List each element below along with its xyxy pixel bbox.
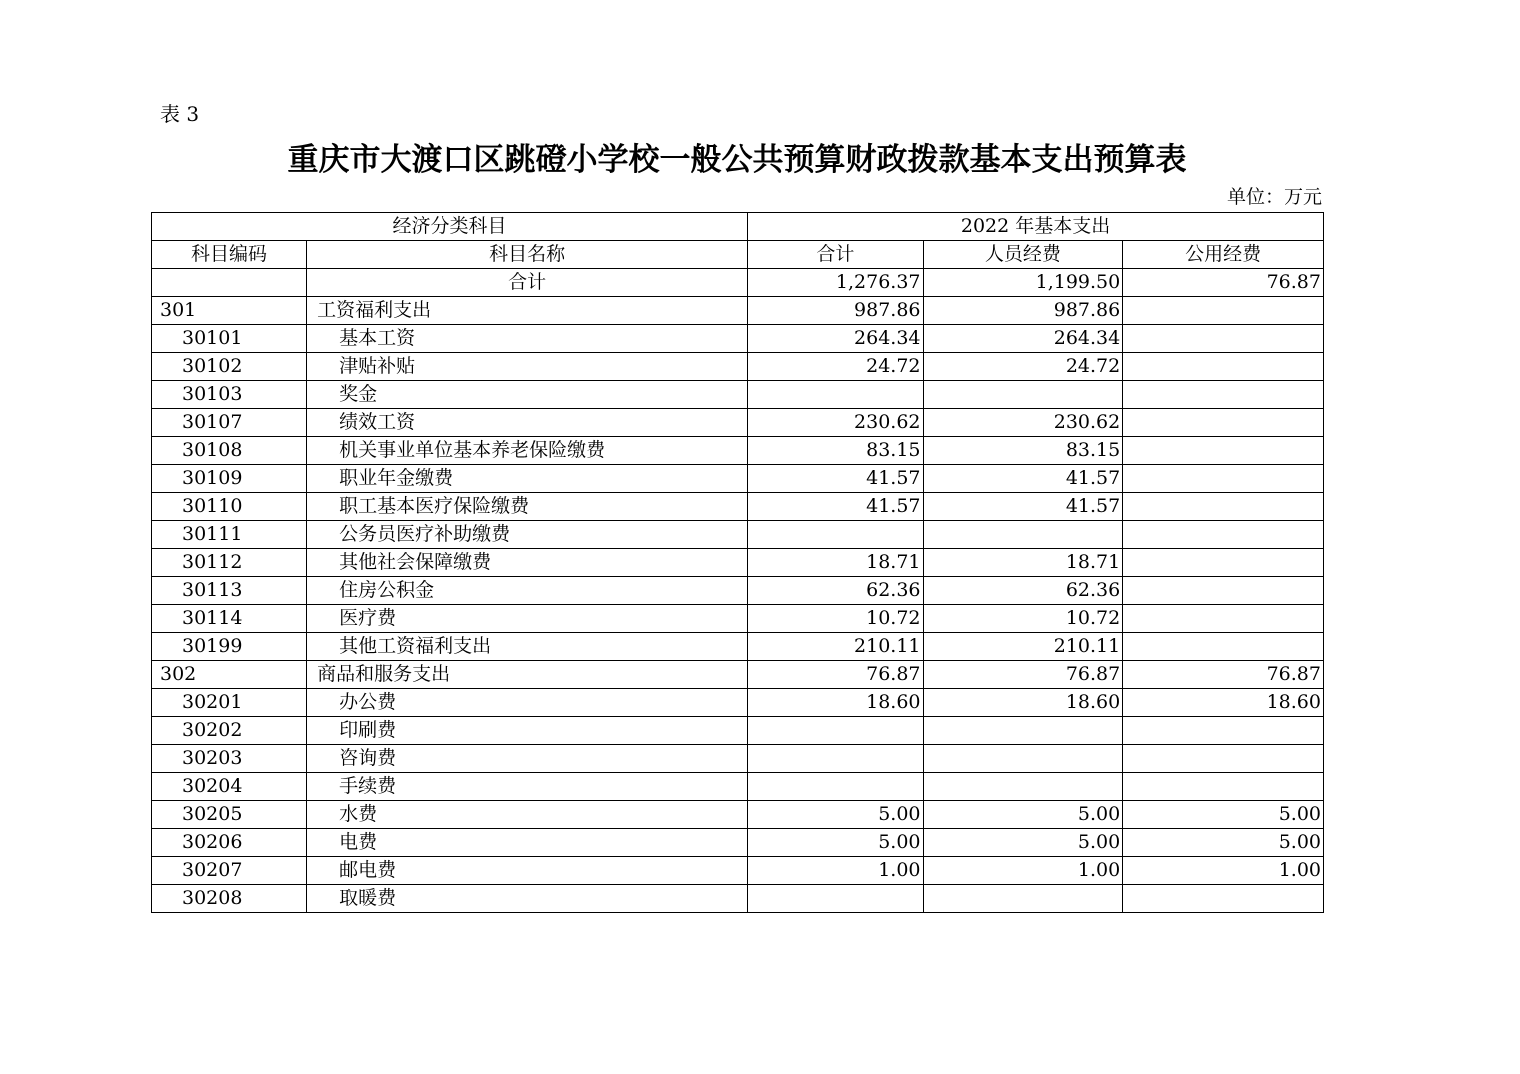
- cell-name: 合计: [307, 269, 748, 297]
- cell-personnel: [923, 745, 1123, 773]
- cell-public: [1123, 885, 1324, 913]
- cell-public: [1123, 549, 1324, 577]
- cell-code: 30101: [152, 325, 307, 353]
- cell-name: 商品和服务支出: [307, 661, 748, 689]
- cell-code: 30206: [152, 829, 307, 857]
- cell-code: 30207: [152, 857, 307, 885]
- cell-total: 1.00: [748, 857, 923, 885]
- cell-public: 5.00: [1123, 801, 1324, 829]
- cell-public: 18.60: [1123, 689, 1324, 717]
- cell-name: 水费: [307, 801, 748, 829]
- table-row: [152, 801, 1324, 829]
- cell-personnel: 83.15: [923, 437, 1123, 465]
- table-row: [152, 465, 1324, 493]
- cell-total: 5.00: [748, 801, 923, 829]
- cell-code: [152, 269, 307, 297]
- cell-personnel: 18.60: [923, 689, 1123, 717]
- cell-public: [1123, 381, 1324, 409]
- cell-code: 30107: [152, 409, 307, 437]
- cell-total: 76.87: [748, 661, 923, 689]
- table-row: [152, 297, 1324, 325]
- cell-name: 咨询费: [307, 745, 748, 773]
- cell-personnel: 210.11: [923, 633, 1123, 661]
- cell-name: 基本工资: [307, 325, 748, 353]
- cell-personnel: 1,199.50: [923, 269, 1123, 297]
- cell-public: [1123, 353, 1324, 381]
- cell-personnel: 62.36: [923, 577, 1123, 605]
- cell-total: [748, 745, 923, 773]
- cell-personnel: 41.57: [923, 465, 1123, 493]
- header-basic-expenditure: 2022 年基本支出: [748, 213, 1324, 241]
- cell-code: 30202: [152, 717, 307, 745]
- table-row: [152, 381, 1324, 409]
- cell-name: 取暖费: [307, 885, 748, 913]
- cell-public: [1123, 633, 1324, 661]
- cell-personnel: 987.86: [923, 297, 1123, 325]
- cell-total: 210.11: [748, 633, 923, 661]
- cell-public: 76.87: [1123, 269, 1324, 297]
- cell-code: 30108: [152, 437, 307, 465]
- table-row: [152, 353, 1324, 381]
- cell-public: [1123, 521, 1324, 549]
- header-total: 合计: [748, 241, 923, 269]
- header-public: 公用经费: [1123, 241, 1324, 269]
- cell-total: 41.57: [748, 465, 923, 493]
- cell-code: 30102: [152, 353, 307, 381]
- cell-public: [1123, 465, 1324, 493]
- cell-total: 1,276.37: [748, 269, 923, 297]
- cell-public: [1123, 409, 1324, 437]
- cell-personnel: 76.87: [923, 661, 1123, 689]
- budget-table: [151, 212, 1324, 913]
- cell-public: [1123, 325, 1324, 353]
- cell-personnel: 230.62: [923, 409, 1123, 437]
- table-row: [152, 745, 1324, 773]
- cell-name: 其他社会保障缴费: [307, 549, 748, 577]
- header-personnel: 人员经费: [923, 241, 1123, 269]
- cell-code: 30203: [152, 745, 307, 773]
- cell-total: 264.34: [748, 325, 923, 353]
- cell-personnel: 10.72: [923, 605, 1123, 633]
- cell-code: 30109: [152, 465, 307, 493]
- cell-name: 机关事业单位基本养老保险缴费: [307, 437, 748, 465]
- cell-personnel: [923, 773, 1123, 801]
- cell-total: [748, 773, 923, 801]
- cell-public: 76.87: [1123, 661, 1324, 689]
- cell-personnel: [923, 521, 1123, 549]
- table-row: [152, 577, 1324, 605]
- cell-total: 18.71: [748, 549, 923, 577]
- cell-code: 30208: [152, 885, 307, 913]
- page-title: 重庆市大渡口区跳磴小学校一般公共预算财政拨款基本支出预算表: [287, 142, 1187, 178]
- cell-name: 印刷费: [307, 717, 748, 745]
- table-row: [152, 549, 1324, 577]
- table-row: [152, 633, 1324, 661]
- cell-total: [748, 521, 923, 549]
- cell-public: 5.00: [1123, 829, 1324, 857]
- cell-code: 30110: [152, 493, 307, 521]
- cell-personnel: [923, 717, 1123, 745]
- cell-total: 987.86: [748, 297, 923, 325]
- cell-name: 津贴补贴: [307, 353, 748, 381]
- table-row: [152, 269, 1324, 297]
- cell-name: 公务员医疗补助缴费: [307, 521, 748, 549]
- cell-personnel: 5.00: [923, 829, 1123, 857]
- cell-code: 302: [152, 661, 307, 689]
- header-row-columns: [152, 241, 1324, 269]
- cell-name: 手续费: [307, 773, 748, 801]
- cell-public: 1.00: [1123, 857, 1324, 885]
- cell-code: 30205: [152, 801, 307, 829]
- cell-public: [1123, 437, 1324, 465]
- cell-code: 30103: [152, 381, 307, 409]
- table-row: [152, 885, 1324, 913]
- cell-personnel: 1.00: [923, 857, 1123, 885]
- table-row: [152, 437, 1324, 465]
- cell-total: 10.72: [748, 605, 923, 633]
- cell-name: 电费: [307, 829, 748, 857]
- cell-name: 工资福利支出: [307, 297, 748, 325]
- cell-name: 绩效工资: [307, 409, 748, 437]
- cell-name: 奖金: [307, 381, 748, 409]
- table-row: [152, 689, 1324, 717]
- cell-public: [1123, 577, 1324, 605]
- cell-public: [1123, 493, 1324, 521]
- cell-personnel: 18.71: [923, 549, 1123, 577]
- cell-public: [1123, 717, 1324, 745]
- header-name: 科目名称: [307, 241, 748, 269]
- cell-public: [1123, 297, 1324, 325]
- table-row: [152, 773, 1324, 801]
- cell-total: 5.00: [748, 829, 923, 857]
- header-code: 科目编码: [152, 241, 307, 269]
- cell-total: [748, 885, 923, 913]
- table-row: [152, 409, 1324, 437]
- cell-code: 30113: [152, 577, 307, 605]
- cell-name: 办公费: [307, 689, 748, 717]
- cell-total: 24.72: [748, 353, 923, 381]
- header-economic-category: 经济分类科目: [152, 213, 748, 241]
- table-row: [152, 661, 1324, 689]
- cell-total: 230.62: [748, 409, 923, 437]
- header-row-group: [152, 213, 1324, 241]
- cell-total: [748, 717, 923, 745]
- cell-code: 301: [152, 297, 307, 325]
- cell-name: 其他工资福利支出: [307, 633, 748, 661]
- table-row: [152, 521, 1324, 549]
- cell-code: 30111: [152, 521, 307, 549]
- table-row: [152, 829, 1324, 857]
- cell-personnel: 24.72: [923, 353, 1123, 381]
- cell-public: [1123, 745, 1324, 773]
- table-row: [152, 605, 1324, 633]
- table-row: [152, 325, 1324, 353]
- cell-code: 30201: [152, 689, 307, 717]
- cell-code: 30204: [152, 773, 307, 801]
- cell-personnel: 5.00: [923, 801, 1123, 829]
- cell-personnel: [923, 885, 1123, 913]
- unit-label: 单位：万元: [1226, 186, 1322, 208]
- cell-total: 18.60: [748, 689, 923, 717]
- cell-total: [748, 381, 923, 409]
- cell-total: 83.15: [748, 437, 923, 465]
- cell-public: [1123, 773, 1324, 801]
- cell-total: 62.36: [748, 577, 923, 605]
- cell-total: 41.57: [748, 493, 923, 521]
- cell-personnel: [923, 381, 1123, 409]
- table-number: 表 3: [160, 102, 200, 126]
- cell-name: 医疗费: [307, 605, 748, 633]
- cell-code: 30114: [152, 605, 307, 633]
- cell-code: 30112: [152, 549, 307, 577]
- cell-name: 邮电费: [307, 857, 748, 885]
- cell-code: 30199: [152, 633, 307, 661]
- table-row: [152, 493, 1324, 521]
- cell-personnel: 264.34: [923, 325, 1123, 353]
- cell-name: 职业年金缴费: [307, 465, 748, 493]
- cell-personnel: 41.57: [923, 493, 1123, 521]
- table-row: [152, 717, 1324, 745]
- table-row: [152, 857, 1324, 885]
- cell-name: 住房公积金: [307, 577, 748, 605]
- cell-public: [1123, 605, 1324, 633]
- cell-name: 职工基本医疗保险缴费: [307, 493, 748, 521]
